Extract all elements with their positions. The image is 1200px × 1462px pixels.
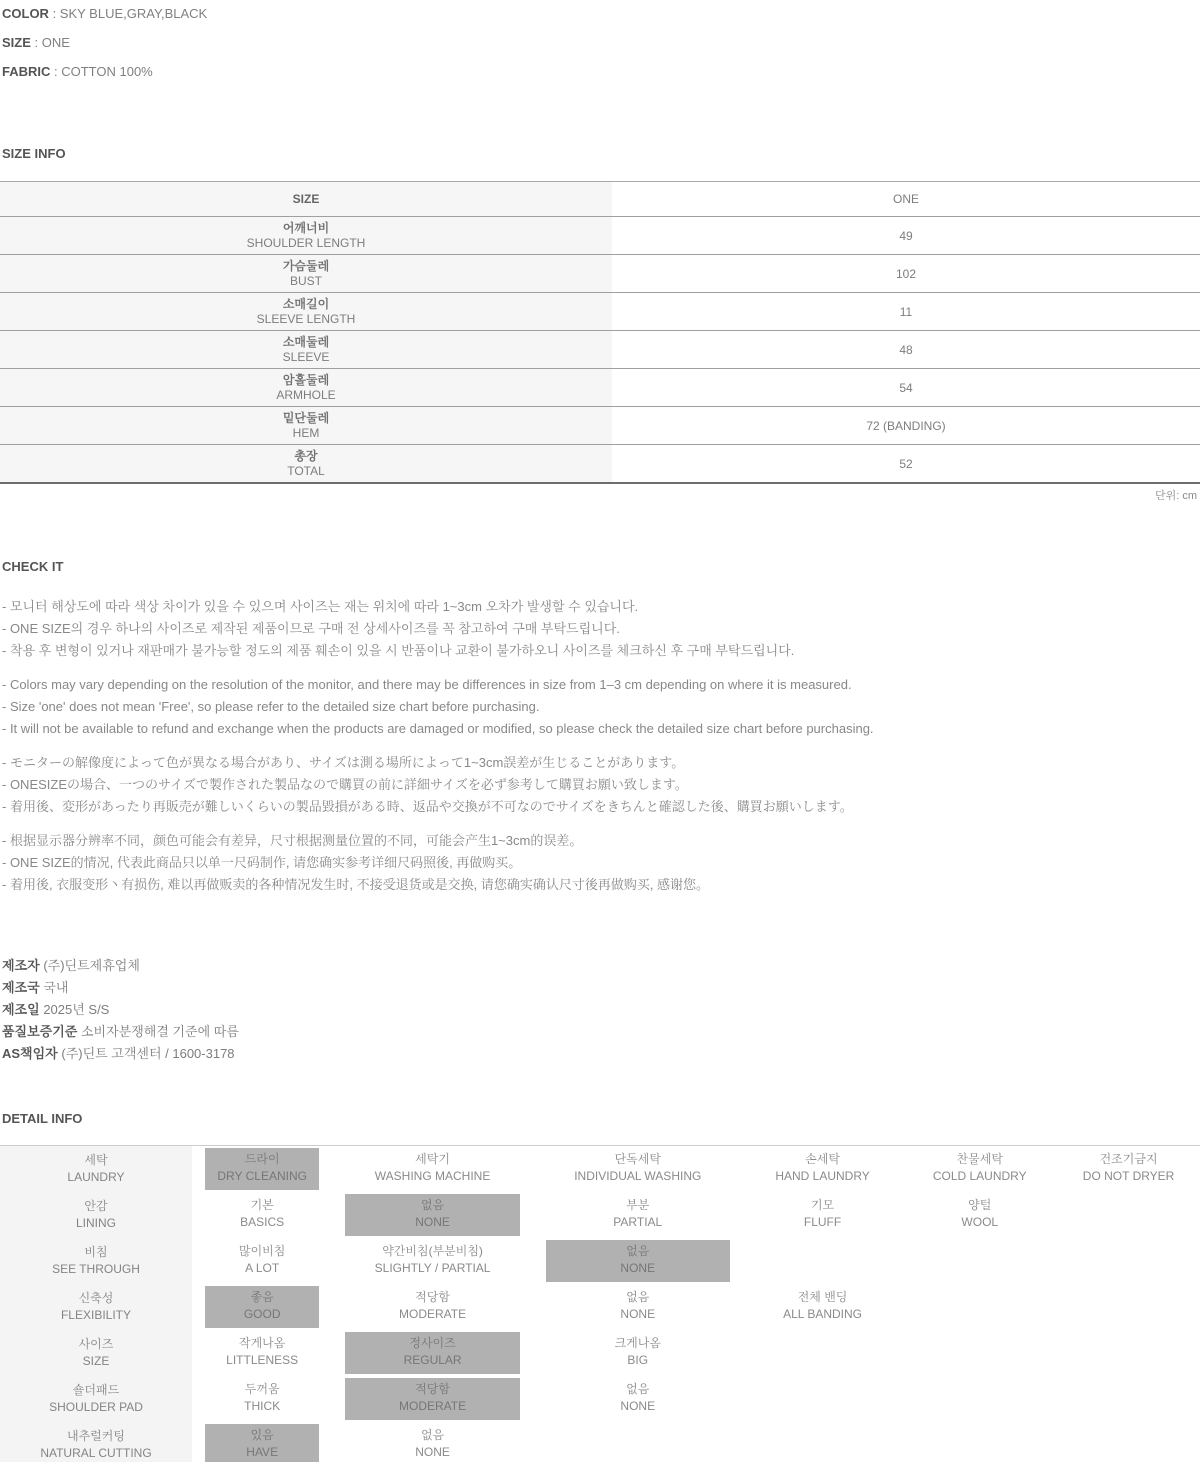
detail-option [546,1286,730,1328]
detail-option-en: NONE [415,1445,450,1459]
detail-option-selected [205,1424,319,1462]
detail-option-en: HAVE [246,1445,279,1459]
check-note-line: - ONE SIZE的情况, 代表此商品只以单一尺码制作, 请您确实参考详细尺码照後, 再做购买。 [2,855,522,870]
detail-option-ko: 있음 [250,1428,274,1442]
detail-option [756,1148,890,1190]
check-note-line: - ONE SIZE의 경우 하나의 사이즈로 제작된 제품이므로 구매 전 상세사이즈를 꼭 참고하여 구매 부탁드립니다. [2,621,620,636]
detail-table-row [0,1422,1200,1462]
manufacturer-line-value: 2025년 S/S [43,1002,110,1017]
fabric-value: COTTON 100% [61,64,153,79]
detail-option-ko: 없음 [626,1244,650,1258]
detail-option-cell [192,1192,332,1238]
check-note-paragraph [2,830,1200,896]
detail-option [345,1148,519,1190]
size-value: ONE [41,35,70,50]
detail-option-cell [192,1146,332,1193]
detail-option-cell [1057,1238,1200,1284]
size-table-row [0,445,1200,484]
detail-option [546,1194,730,1236]
detail-option-ko: 크게나옴 [614,1336,661,1350]
size-table [0,181,1200,484]
detail-option-cell [192,1284,332,1330]
detail-option-en: FLUFF [803,1215,842,1229]
detail-option-cell [1057,1284,1200,1330]
manufacturer-line [2,977,1200,999]
detail-row-label-en: FLEXIBILITY [60,1308,131,1322]
detail-option-en: INDIVIDUAL WASHING [574,1169,702,1183]
detail-option-ko: 두꺼움 [244,1382,280,1396]
detail-option-ko: 기본 [250,1198,274,1212]
check-note-line: - モニターの解像度によって色が異なる場合があり、サイズは測る場所によって1~3cm誤差が生じることがあります。 [2,755,685,770]
detail-option-cell [332,1238,532,1284]
check-it-title: CHECK IT [2,559,64,574]
manufacturer-line-label: 제조일 [2,1002,40,1017]
size-row-value: 102 [895,266,917,281]
detail-row-label-en: SEE THROUGH [52,1262,140,1276]
detail-row-label-ko: 사이즈 [78,1337,114,1351]
size-table-row [0,369,1200,407]
size-row-value: 72 (BANDING) [866,418,946,433]
detail-option-en: WASHING MACHINE [374,1169,491,1183]
check-note-line: - 根据显示器分辨率不同，颜色可能会有差异，尺寸根据测量位置的不同，可能会产生1~3cm的误差。 [2,833,583,848]
detail-option-cell [902,1376,1057,1422]
size-table-body [0,182,1200,484]
separator: : [48,6,60,21]
detail-row-label-en: LAUNDRY [67,1170,125,1184]
detail-option-en: A LOT [245,1261,280,1275]
detail-option-en: MODERATE [399,1307,467,1321]
detail-option-cell [332,1422,532,1462]
detail-option-en: REGULAR [403,1353,462,1367]
detail-row-label [0,1238,192,1284]
detail-option-ko: 작게나옴 [238,1336,286,1350]
detail-option-en: LITTLENESS [226,1353,299,1367]
size-table-header-one: ONE [892,192,919,206]
detail-option-ko: 없음 [626,1290,650,1304]
manufacturer-line-label: 품질보증기준 [2,1024,78,1039]
detail-option-cell [533,1330,743,1376]
detail-option [345,1286,519,1328]
unit-note: 단위: cm [1154,490,1197,502]
check-it-paragraphs [0,596,1200,896]
detail-row-label [0,1330,192,1376]
size-row-label-ko: 소매길이 [282,296,330,311]
detail-option-en: DO NOT DRYER [1082,1169,1175,1183]
detail-option-ko: 적당함 [415,1382,450,1396]
size-row-label [0,445,612,484]
detail-table-row [0,1330,1200,1376]
detail-option [345,1240,519,1282]
detail-option-cell [902,1330,1057,1376]
detail-option-cell [1057,1330,1200,1376]
detail-option-ko: 좋음 [250,1290,274,1304]
size-row-label-en: SHOULDER LENGTH [246,235,366,250]
size-row-value: 48 [899,342,913,357]
size-table-header-size: SIZE [0,182,612,217]
size-row-label-ko: 소매둘레 [282,334,330,349]
detail-option-cell [533,1146,743,1193]
detail-option-cell [743,1192,903,1238]
detail-option [546,1332,730,1374]
detail-option-en: BASICS [240,1215,285,1229]
detail-option-ko: 찬물세탁 [956,1152,1003,1166]
detail-option-ko: 정사이즈 [409,1336,456,1350]
detail-option-selected [345,1332,519,1374]
detail-option-cell [192,1422,332,1462]
detail-option-en: ALL BANDING [783,1307,862,1321]
detail-option-en: HAND LAUNDRY [775,1169,870,1183]
size-table-row [0,407,1200,445]
detail-option [915,1194,1044,1236]
size-row-value: 11 [899,304,913,319]
fabric-line [2,64,1200,79]
detail-option-cell [533,1376,743,1422]
size-row-label [0,331,612,369]
check-note-line: - ONESIZEの場合、一つのサイズで製作された製品なので購買の前に詳細サイズを必ず参考して購買お願い致します。 [2,777,688,792]
detail-option-cell [332,1146,532,1193]
detail-option-ko: 단독세탁 [614,1152,661,1166]
detail-option-ko: 세탁기 [415,1152,450,1166]
manufacturer-line [2,1043,1200,1065]
detail-option-cell [1057,1376,1200,1422]
detail-option-en: NONE [620,1261,656,1275]
size-table-row [0,255,1200,293]
detail-option [205,1194,319,1236]
detail-option-cell [902,1422,1057,1462]
size-row-label [0,255,612,293]
size-row-label-en: BUST [289,273,322,288]
detail-option-cell [192,1238,332,1284]
detail-option-en: WOOL [961,1215,999,1229]
detail-row-label [0,1146,192,1193]
manufacturer-line-value: 국내 [43,980,69,995]
size-row-label-en: HEM [292,425,320,440]
detail-row-label-ko: 비침 [84,1245,108,1259]
detail-option-ko: 부분 [626,1198,650,1212]
check-note-line: - 착용 후 변형이 있거나 재판매가 불가능할 정도의 제품 훼손이 있을 시 반품이나 교환이 불가하오니 사이즈를 체크하신 후 구매 부탁드립니다. [2,643,795,658]
separator: : [30,35,42,50]
check-note-line: - Colors may vary depending on the resolution of the monitor, and there may be differences in size from 1–3 cm depending on where it is measured. [2,677,852,692]
manufacturer-line-value: (주)딘트 고객센터 / 1600-3178 [61,1046,235,1061]
manufacturer-line-value: 소비자분쟁해결 기준에 따름 [80,1024,239,1039]
detail-option [205,1332,319,1374]
detail-option-cell [743,1330,903,1376]
manufacturer-line-label: 제조국 [2,980,40,995]
check-note-line: - 모니터 해상도에 따라 색상 차이가 있을 수 있으며 사이즈는 재는 위치에 따라 1~3cm 오차가 발생할 수 있습니다. [2,599,639,614]
detail-table-body [0,1146,1200,1462]
detail-option-selected [546,1240,730,1282]
detail-option-en: NONE [620,1307,656,1321]
fabric-label: FABRIC [2,64,51,79]
size-table-row [0,293,1200,331]
size-row-label-ko: 총장 [294,448,318,463]
detail-option [546,1148,730,1190]
detail-option-en: NONE [415,1215,450,1229]
detail-option-selected [345,1378,519,1420]
detail-option-cell [533,1192,743,1238]
detail-option-cell [192,1330,332,1376]
detail-option-cell [332,1330,532,1376]
size-row-label-ko: 밑단둘레 [282,410,330,425]
detail-option-ko: 기모 [810,1198,835,1212]
detail-option-cell [1057,1422,1200,1462]
detail-option-en: PARTIAL [613,1215,663,1229]
size-row-value: 49 [899,228,913,243]
detail-option-en: BIG [627,1353,649,1367]
detail-option-ko: 드라이 [244,1152,280,1166]
detail-option-cell [743,1284,903,1330]
detail-option-ko: 많이비침 [238,1244,286,1258]
size-label: SIZE [2,35,31,50]
detail-info-title: DETAIL INFO [2,1111,83,1126]
detail-option-en: SLIGHTLY / PARTIAL [374,1261,491,1275]
detail-row-label-en: LINING [75,1216,116,1230]
detail-option-cell [1057,1192,1200,1238]
detail-option-ko: 없음 [420,1198,445,1212]
detail-option-ko: 없음 [626,1382,650,1396]
detail-option [915,1148,1044,1190]
detail-option [1070,1148,1187,1190]
detail-table-row [0,1146,1200,1193]
color-line [2,6,1200,21]
size-line [2,35,1200,50]
size-row-label [0,407,612,445]
detail-option [205,1378,319,1420]
color-value: SKY BLUE,GRAY,BLACK [59,6,208,21]
size-table-header-row [0,182,1200,217]
manufacturer-line-label: AS책임자 [2,1046,58,1061]
detail-option-ko: 약간비침(부분비침) [382,1244,483,1258]
size-row-label [0,293,612,331]
detail-row-label [0,1284,192,1330]
detail-option [756,1286,890,1328]
detail-info-table [0,1145,1200,1462]
detail-option-cell [902,1192,1057,1238]
detail-option [345,1424,519,1462]
detail-row-label [0,1422,192,1462]
detail-option-selected [205,1286,319,1328]
check-note-paragraph [2,674,1200,740]
check-note-line: - 着用後, 衣服变形丶有损伤, 难以再做贩卖的各种情况发生时, 不接受退货或是交换, 请您确实确认尺寸後再做购买, 感谢您。 [2,877,710,892]
detail-row-label-en: SIZE [82,1354,110,1368]
detail-row-label-en: NATURAL CUTTING [40,1446,152,1460]
detail-option-cell [743,1146,903,1193]
size-row-value: 52 [899,456,913,471]
check-note-line: - Size 'one' does not mean 'Free', so please refer to the detailed size chart before purchasing. [2,699,540,714]
size-table-row [0,331,1200,369]
detail-option-cell [1057,1146,1200,1193]
detail-option [756,1194,890,1236]
check-note-paragraph [2,752,1200,818]
size-info-title: SIZE INFO [2,146,66,161]
detail-option-cell [902,1238,1057,1284]
size-row-label-en: TOTAL [287,463,325,478]
detail-option-en: GOOD [243,1307,281,1321]
size-row-label-ko: 가슴둘레 [282,258,330,273]
size-row-label [0,217,612,255]
size-row-value: 54 [899,380,913,395]
detail-option-selected [205,1148,319,1190]
detail-row-label-en: SHOULDER PAD [49,1400,143,1414]
detail-option-en: NONE [620,1399,656,1413]
check-note-paragraph [2,596,1200,662]
manufacturer-info [2,955,1200,1065]
detail-option-cell [533,1284,743,1330]
size-table-row [0,217,1200,255]
size-row-label-en: SLEEVE LENGTH [256,311,356,326]
manufacturer-line [2,955,1200,977]
separator: : [50,64,62,79]
detail-option-en: COLD LAUNDRY [932,1169,1027,1183]
detail-option-ko: 양털 [968,1198,992,1212]
detail-table-row [0,1238,1200,1284]
detail-option-cell [533,1422,743,1462]
size-row-label-en: SLEEVE [282,349,330,364]
detail-option-cell [743,1238,903,1284]
manufacturer-line [2,999,1200,1021]
detail-option-cell [332,1192,532,1238]
check-note-line: - It will not be available to refund and exchange when the products are damaged or modified, so please check the detailed size chart before purchasing. [2,721,874,736]
size-row-label [0,369,612,407]
detail-option-cell [743,1376,903,1422]
detail-option [205,1240,319,1282]
detail-option-cell [533,1238,743,1284]
detail-option-cell [902,1284,1057,1330]
detail-option-ko: 건조기금지 [1099,1152,1158,1166]
detail-option-cell [902,1146,1057,1193]
detail-option-cell [332,1284,532,1330]
detail-option [546,1378,730,1420]
check-note-line: - 着用後、変形があったり再販売が難しいくらいの製品毀損がある時、返品や交換が不可なのでサイズをきちんと確認した後、購買お願いします。 [2,799,853,814]
detail-option-ko: 없음 [420,1428,445,1442]
detail-row-label-ko: 숄더패드 [72,1383,120,1397]
size-row-label-ko: 어깨너비 [282,220,330,235]
color-label: COLOR [2,6,49,21]
manufacturer-line-label: 제조자 [2,958,40,973]
detail-row-label-ko: 신축성 [78,1291,114,1305]
detail-row-label-ko: 세탁 [84,1153,108,1167]
detail-option-en: THICK [244,1399,281,1413]
detail-option-ko: 적당함 [415,1290,450,1304]
detail-option-cell [743,1422,903,1462]
manufacturer-line [2,1021,1200,1043]
detail-row-label-ko: 안감 [84,1199,108,1213]
detail-option-en: MODERATE [399,1399,467,1413]
detail-table-row [0,1284,1200,1330]
detail-row-label [0,1376,192,1422]
detail-row-label-ko: 내추럴커팅 [67,1429,125,1443]
detail-option-cell [332,1376,532,1422]
manufacturer-line-value: (주)딘트제휴업체 [43,958,140,973]
detail-row-label [0,1192,192,1238]
detail-option-ko: 전체 밴딩 [797,1290,848,1304]
detail-option-cell [192,1376,332,1422]
size-row-label-en: ARMHOLE [276,387,336,402]
detail-table-row [0,1192,1200,1238]
detail-option-en: DRY CLEANING [217,1169,307,1183]
detail-option-selected [345,1194,519,1236]
detail-table-row [0,1376,1200,1422]
size-row-label-ko: 암홀둘레 [282,372,330,387]
detail-option-ko: 손세탁 [805,1152,840,1166]
